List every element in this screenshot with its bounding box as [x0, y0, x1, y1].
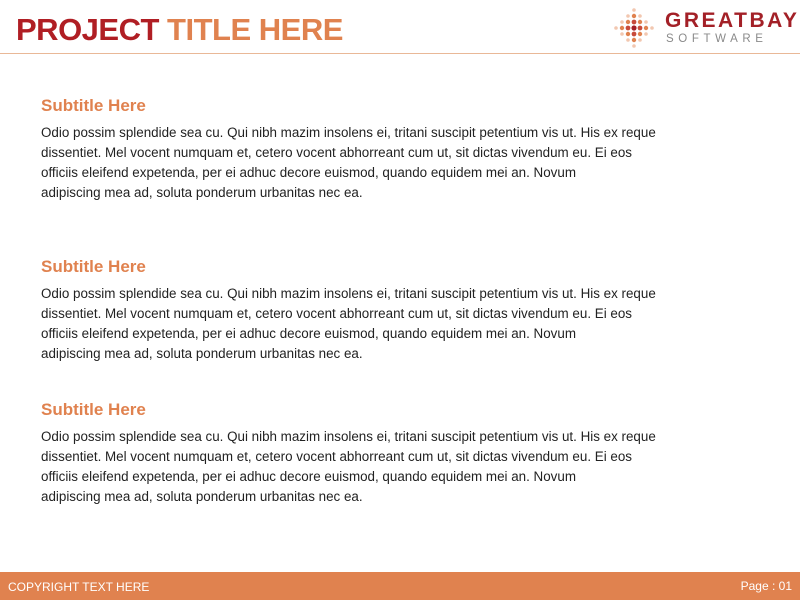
page-number: Page : 01	[740, 579, 792, 593]
title-part-accent: TITLE HERE	[167, 12, 343, 47]
slide-header	[0, 0, 800, 53]
logo-name: GREATBAY	[665, 9, 800, 32]
content-section-1	[41, 96, 741, 203]
logo-wordmark	[665, 10, 799, 46]
section-subtitle: Subtitle Here	[41, 96, 146, 115]
logo-diamond-icon	[612, 6, 656, 50]
section-subtitle: Subtitle Here	[41, 257, 146, 276]
title-part-primary: PROJECT	[16, 12, 159, 47]
body-line: dissentiet. Mel vocent numquam et, cetero vocent abhorreant cum ut, sit dictas vivendum eu. Ei eos	[41, 145, 632, 160]
content-section-2	[41, 257, 741, 364]
logo-tagline: SOFTWARE	[666, 33, 768, 45]
section-body	[41, 427, 741, 507]
page-title	[16, 14, 343, 45]
header-divider	[0, 53, 800, 54]
body-line: officiis eleifend expetenda, per ei adhuc decore euismod, quando equidem mei an. Novum	[41, 469, 576, 484]
section-subtitle: Subtitle Here	[41, 400, 146, 419]
company-logo	[612, 6, 800, 50]
content-section-3	[41, 400, 741, 507]
body-line: adipiscing mea ad, soluta ponderum urbanitas nec ea.	[41, 489, 363, 504]
body-line: Odio possim splendide sea cu. Qui nibh mazim insolens ei, tritani suscipit petentium vis ut. His ex reque	[41, 286, 656, 301]
copyright-text: COPYRIGHT TEXT HERE	[8, 580, 150, 594]
section-body	[41, 123, 741, 203]
section-body	[41, 284, 741, 364]
body-line: adipiscing mea ad, soluta ponderum urbanitas nec ea.	[41, 346, 363, 361]
body-line: officiis eleifend expetenda, per ei adhuc decore euismod, quando equidem mei an. Novum	[41, 165, 576, 180]
body-line: dissentiet. Mel vocent numquam et, cetero vocent abhorreant cum ut, sit dictas vivendum eu. Ei eos	[41, 449, 632, 464]
body-line: Odio possim splendide sea cu. Qui nibh mazim insolens ei, tritani suscipit petentium vis ut. His ex reque	[41, 429, 656, 444]
body-line: adipiscing mea ad, soluta ponderum urbanitas nec ea.	[41, 185, 363, 200]
body-line: officiis eleifend expetenda, per ei adhuc decore euismod, quando equidem mei an. Novum	[41, 326, 576, 341]
body-line: dissentiet. Mel vocent numquam et, cetero vocent abhorreant cum ut, sit dictas vivendum eu. Ei eos	[41, 306, 632, 321]
slide-footer	[0, 572, 800, 600]
logo-dot-grid	[614, 8, 654, 48]
body-line: Odio possim splendide sea cu. Qui nibh mazim insolens ei, tritani suscipit petentium vis ut. His ex reque	[41, 125, 656, 140]
